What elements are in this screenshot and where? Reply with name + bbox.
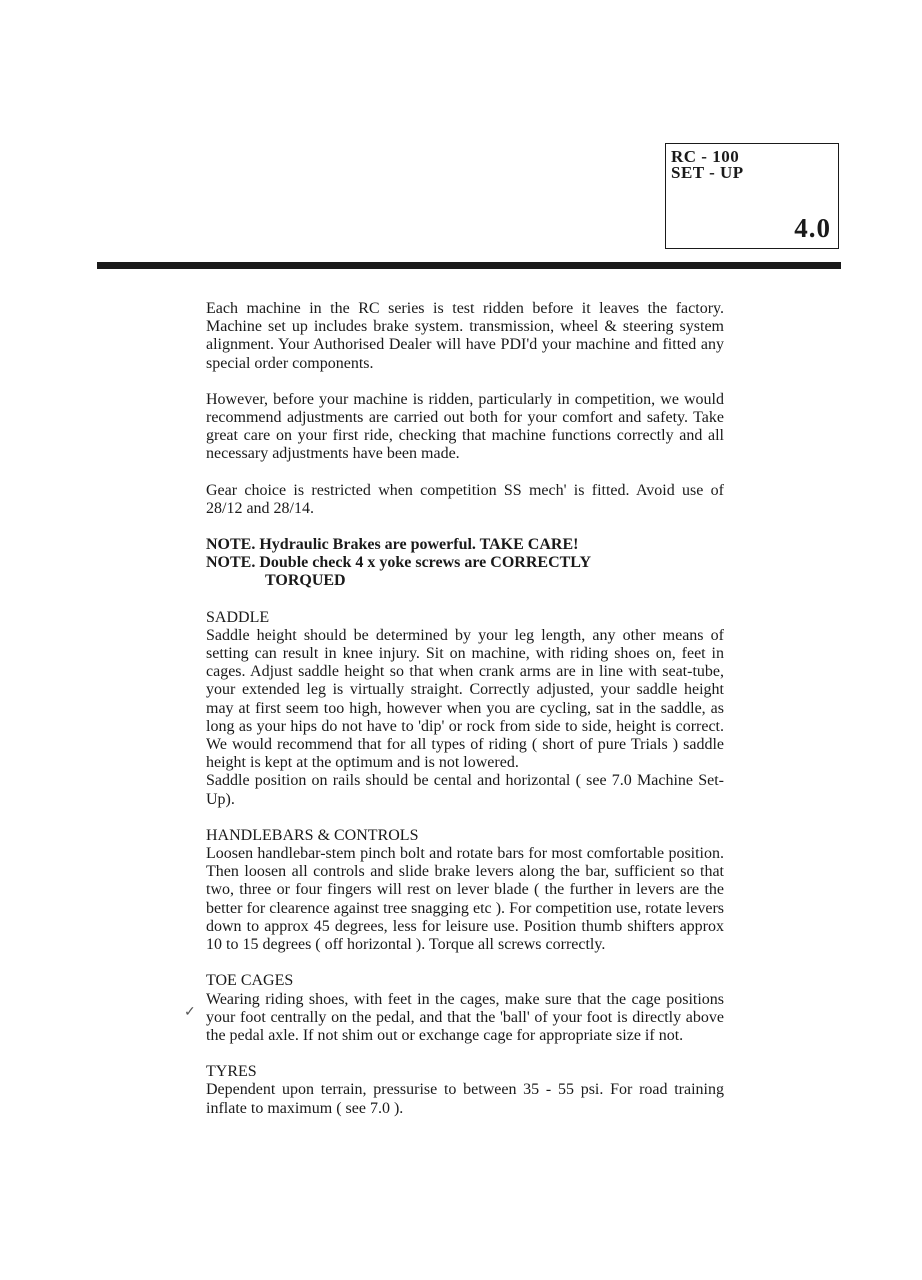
document-body (206, 300, 724, 1136)
note-yoke-screws: NOTE. Double check 4 x yoke screws are CORRECTLY (206, 554, 592, 572)
tyres-heading: TYRES (206, 1063, 257, 1081)
note-brakes: NOTE. Hydraulic Brakes are powerful. TAKE CARE! (206, 536, 579, 554)
handlebars-heading: HANDLEBARS & CONTROLS (206, 826, 419, 844)
tyres-body: Dependent upon terrain, pressurise to between 35 - 55 psi. For road training inflate to maximum ( see 7.0 ). (206, 1081, 724, 1117)
check-mark-icon: ✓ (184, 1005, 196, 1020)
toe-cages-body: Wearing riding shoes, with feet in the cages, make sure that the cage positions your foot centrally on the pedal, and that the 'ball' of your foot is directly above the pedal axle. If not shim out or exchange cage for appropriate size if not. (206, 990, 724, 1044)
section-number: 4.0 (794, 213, 831, 243)
saddle-section (206, 609, 724, 809)
intro-paragraph-3: Gear choice is restricted when competition SS mech' is fitted. Avoid use of 28/12 and 28/14. (206, 481, 724, 517)
model-label: RC - 100 (671, 147, 740, 166)
note-yoke-screws-cont: TORQUED (265, 572, 346, 590)
handlebars-section (206, 827, 724, 954)
handlebars-body: Loosen handlebar-stem pinch bolt and rotate bars for most comfortable position. Then loosen all controls and slide brake levers along the bar, sufficient so that two, three or four fingers will rest on lever blade ( the further in levers are the better for clearence against tree snagging etc ). For competition use, rotate levers down to approx 45 degrees, less for leisure use. Position thumb shifters approx 10 to 15 degrees ( off horizontal ). Torque all screws correctly. (206, 845, 724, 954)
saddle-heading: SADDLE (206, 608, 270, 626)
tyres-section (206, 1063, 724, 1118)
intro-paragraph-2: However, before your machine is ridden, particularly in competition, we would recommend adjustments are carried out both for your comfort and safety. Take great care on your first ride, checking that machine functions correctly and all necessary adjustments have been made. (206, 390, 724, 463)
saddle-body: Saddle height should be determined by your leg length, any other means of setting can result in knee injury. Sit on machine, with riding shoes on, feet in cages. Adjust saddle height so that when crank arms are in line with seat-tube, your extended leg is virtually straight. Correctly adjusted, your saddle height may at first seem too high, however when you are cycling, sat in the saddle, as long as your hips do not have to 'dip' or rock from side to side, height is correct. We would recommend that for all types of riding ( short of pure Trials ) saddle height is kept at the optimum and is not lowered. (206, 626, 724, 772)
intro-paragraph-1: Each machine in the RC series is test ridden before it leaves the factory. Machine set up includes brake system. transmission, wheel & steering system alignment. Your Authorised Dealer will have PDI'd your machine and fitted any special order components. (206, 300, 724, 372)
header-rule (97, 262, 841, 269)
toe-cages-section (206, 972, 724, 1045)
saddle-position: Saddle position on rails should be cental and horizontal ( see 7.0 Machine Set-Up). (206, 772, 724, 808)
section-title: SET - UP (671, 163, 744, 182)
toe-cages-heading: TOE CAGES (206, 972, 294, 990)
section-header-box (665, 143, 839, 249)
